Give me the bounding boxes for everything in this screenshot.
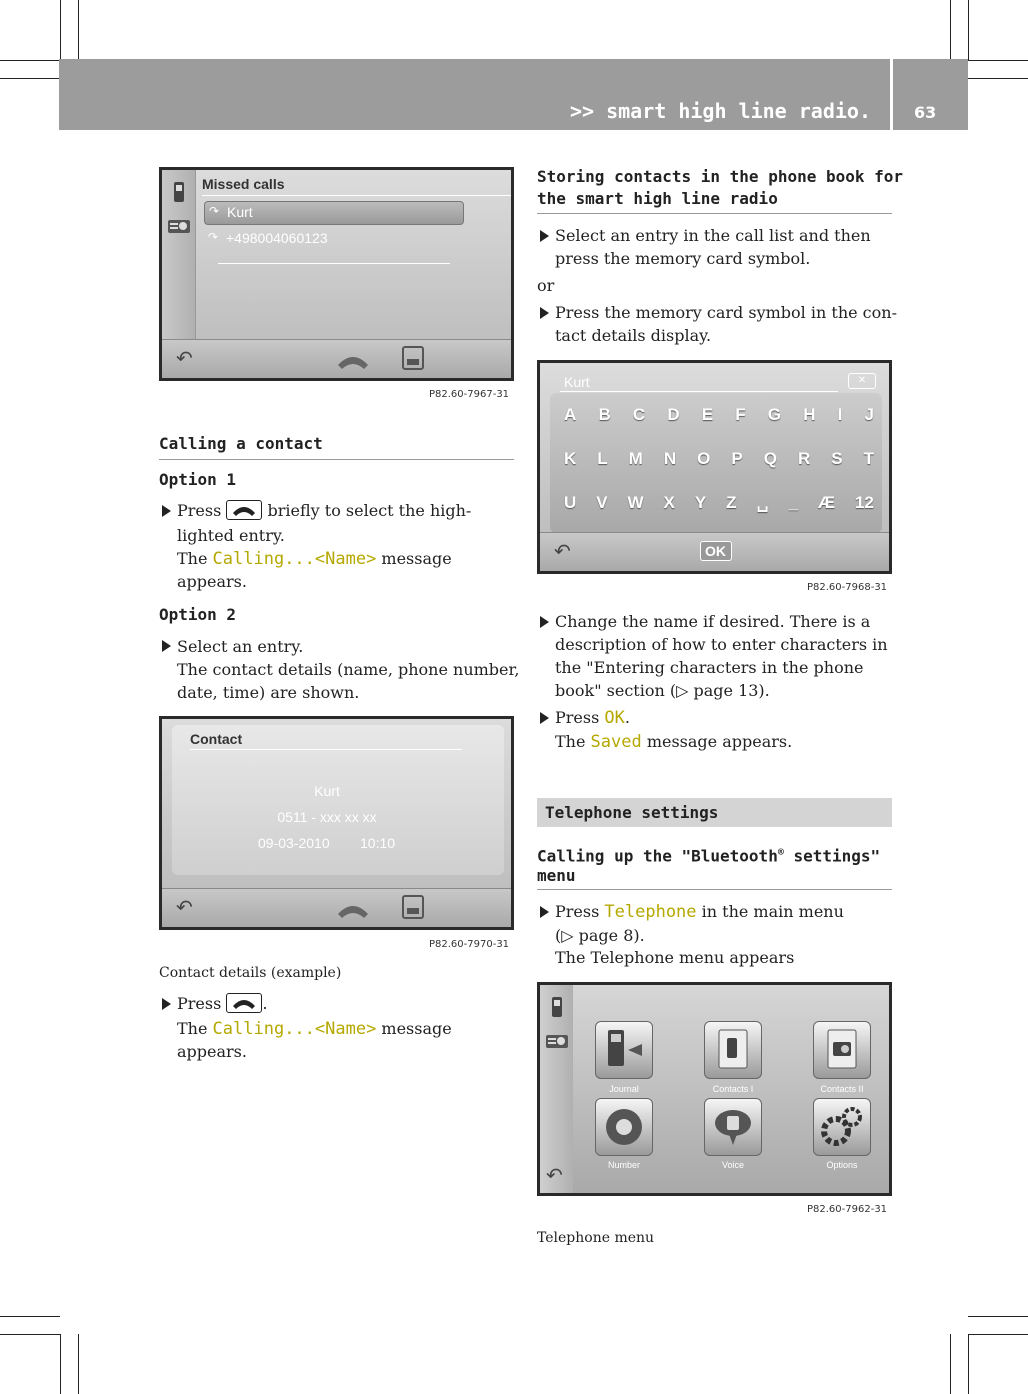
appears-text: appears. [177, 572, 247, 591]
key-numbers[interactable]: 12 [854, 493, 874, 512]
instruction-text: Select an entry in the call list and then [555, 226, 871, 245]
gear-icon [813, 1098, 871, 1156]
back-icon[interactable]: ↶ [554, 541, 571, 563]
key-b[interactable]: B [598, 405, 611, 424]
crop-mark [0, 60, 60, 61]
tile-label: Options [826, 1160, 858, 1170]
title-underline [190, 749, 462, 750]
section-heading-storing: Storing contacts in the phone book for [537, 167, 904, 186]
page-number: 63 [914, 103, 937, 122]
contacts-book-icon [704, 1021, 762, 1079]
instruction-text: Select an entry. [177, 637, 304, 656]
subheading-text: settings" [783, 846, 881, 866]
rotary-dial-icon [595, 1098, 653, 1156]
option-1-label: Option 1 [159, 470, 237, 489]
keyboard-screenshot [537, 360, 892, 574]
option-2-label: Option 2 [159, 605, 237, 624]
key-g[interactable]: G [767, 405, 782, 424]
key-x[interactable]: X [663, 493, 675, 512]
the-text: The [555, 732, 586, 751]
text-input-field[interactable] [560, 373, 838, 392]
memory-card-icon[interactable] [402, 895, 424, 919]
tile-label: Contacts II [820, 1084, 864, 1094]
crop-mark [968, 60, 1028, 61]
instruction-text: description of how to enter characters in [555, 635, 888, 654]
call-list-item[interactable] [204, 228, 462, 250]
bullet-arrow [540, 307, 549, 319]
key-j[interactable]: J [864, 405, 874, 424]
back-icon[interactable]: ↶ [546, 1165, 563, 1187]
contact-date: 09-03-2010 [258, 835, 330, 851]
image-caption: P82.60-7970-31 [429, 939, 510, 950]
crop-mark [968, 1316, 1028, 1317]
page-header [59, 59, 968, 130]
keyboard-row-2 [564, 449, 874, 469]
list-separator [218, 263, 450, 264]
key-z[interactable]: Z [726, 493, 737, 512]
screen-sidebar [162, 170, 196, 340]
key-ae[interactable]: Æ [818, 493, 836, 512]
delete-key[interactable]: ✕ [848, 373, 876, 389]
instruction-text: book" section (▷ page 13). [555, 681, 770, 700]
period-text: . [624, 708, 630, 727]
subheading-text: Calling up the "Bluetooth [537, 846, 778, 866]
crop-mark [0, 78, 60, 79]
key-f[interactable]: F [735, 405, 746, 424]
key-d[interactable]: D [667, 405, 680, 424]
figure-caption: Contact details (example) [159, 965, 342, 981]
figure-caption: Telephone menu [537, 1230, 655, 1246]
tile-label: Number [607, 1160, 640, 1170]
heading-rule [159, 459, 514, 460]
back-icon[interactable]: ↶ [176, 348, 193, 370]
journal-icon [595, 1021, 653, 1079]
key-m[interactable]: M [628, 449, 643, 468]
result-line [177, 1017, 452, 1041]
instruction-text: in the main menu [701, 902, 844, 921]
key-l[interactable]: L [597, 449, 608, 468]
calling-display-text: Calling...<Name> [212, 1019, 377, 1039]
image-caption: P82.60-7962-31 [807, 1204, 888, 1215]
header-title: >> smart high line radio. [569, 99, 871, 123]
keyboard-row-1 [564, 405, 874, 425]
key-u[interactable]: U [564, 493, 577, 512]
page-reference: (▷ page 8). [555, 926, 645, 945]
contact-time: 10:10 [360, 835, 396, 851]
title-underline [202, 195, 512, 196]
crop-mark [0, 1316, 60, 1317]
crop-mark [78, 1334, 79, 1394]
bullet-arrow [162, 505, 171, 517]
screen-bottom-bar [162, 339, 511, 378]
instruction-text: lighted entry. [177, 526, 285, 545]
bullet-arrow [162, 998, 171, 1010]
screen-title: Missed calls [202, 176, 285, 192]
section-band [537, 798, 892, 827]
instruction-text: press the memory card symbol. [555, 249, 811, 268]
instruction-line [177, 499, 471, 522]
key-a[interactable]: A [564, 405, 577, 424]
ok-display-text: OK [604, 708, 625, 728]
instruction-line [177, 992, 268, 1015]
key-k[interactable]: K [564, 449, 577, 468]
call-list-item-selected[interactable] [204, 201, 464, 225]
bullet-arrow [540, 230, 549, 242]
key-p[interactable]: P [731, 449, 743, 468]
bullet-arrow [540, 906, 549, 918]
saved-display-text: Saved [590, 732, 642, 752]
bullet-arrow [162, 640, 171, 652]
memory-card-icon[interactable] [402, 346, 424, 370]
message-text: message appears. [646, 732, 793, 751]
the-text: The [177, 1019, 208, 1038]
call-list-number: +498004060123 [226, 230, 328, 246]
contact-details-screenshot [159, 716, 514, 930]
key-i[interactable]: I [837, 405, 843, 424]
phone-icon[interactable] [336, 898, 370, 920]
press-text: Press [555, 708, 600, 727]
instruction-text: tact details display. [555, 326, 712, 345]
screen-title: Contact [190, 731, 243, 747]
crop-mark [950, 1334, 951, 1394]
result-text: The Telephone menu appears [555, 948, 795, 967]
key-n[interactable]: N [663, 449, 677, 468]
key-q[interactable]: Q [763, 449, 777, 468]
message-text: message [381, 549, 452, 568]
radio-icon [545, 1031, 569, 1049]
key-v[interactable]: V [596, 493, 608, 512]
ok-button[interactable] [700, 541, 732, 561]
the-text: The [177, 549, 208, 568]
phone-key-icon [226, 993, 262, 1013]
crop-mark [0, 1334, 60, 1335]
key-underscore[interactable]: _ [788, 493, 799, 512]
message-text: message [381, 1019, 452, 1038]
phone-handset-icon [171, 180, 187, 206]
input-value: Kurt [564, 374, 590, 390]
contact-number: 0511 - xxx xx xx [277, 809, 377, 825]
crop-mark [968, 78, 1028, 79]
crop-mark [968, 1334, 1028, 1335]
screen-sidebar [540, 985, 573, 1193]
press-text: Press [177, 994, 222, 1013]
heading-rule [537, 889, 892, 890]
subheading [537, 842, 880, 867]
contact-panel [172, 725, 504, 875]
bullet-arrow [540, 712, 549, 724]
voice-bubble-icon [704, 1098, 762, 1156]
key-space[interactable]: ␣ [756, 493, 769, 512]
key-r[interactable]: R [797, 449, 811, 468]
keyboard-grid [550, 393, 882, 533]
crop-mark [60, 1334, 61, 1394]
ok-label: OK [705, 543, 726, 559]
instruction-text: Press the memory card symbol in the con- [555, 303, 897, 322]
telephone-menu-screenshot [537, 982, 892, 1196]
screen-bottom-bar [162, 888, 511, 927]
instruction-text: Change the name if desired. There is a [555, 612, 871, 631]
phone-key-icon [226, 500, 262, 520]
key-t[interactable]: T [863, 449, 874, 468]
section-title: Telephone settings [545, 803, 719, 822]
keyboard-row-3 [564, 493, 874, 513]
crop-mark [78, 0, 79, 60]
crop-mark [968, 1334, 969, 1394]
registered-mark: ® [777, 847, 784, 858]
contacts-radio-icon [813, 1021, 871, 1079]
result-line [555, 730, 792, 754]
radio-icon [167, 216, 191, 234]
instruction-text: briefly to select the high- [267, 501, 472, 520]
instruction-line [555, 900, 844, 924]
result-text: The contact details (name, phone number, [177, 660, 520, 679]
instruction-text: the "Entering characters in the phone [555, 658, 864, 677]
press-text: Press [177, 501, 222, 520]
image-caption: P82.60-7967-31 [429, 389, 510, 400]
result-text: date, time) are shown. [177, 683, 360, 702]
phone-handset-icon [549, 995, 565, 1021]
phone-icon[interactable] [336, 349, 370, 371]
heading-rule [537, 213, 892, 214]
section-heading-storing-2: the smart high line radio [537, 189, 778, 208]
tile-label: Voice [721, 1160, 745, 1170]
bullet-arrow [540, 616, 549, 628]
or-text: or [537, 276, 555, 295]
missed-call-icon: ↷ [208, 230, 219, 244]
press-text: Press [555, 902, 600, 921]
image-caption: P82.60-7968-31 [807, 582, 888, 593]
tile-label: Journal [609, 1084, 639, 1094]
key-o[interactable]: O [697, 449, 711, 468]
key-e[interactable]: E [701, 405, 714, 424]
period-text: . [262, 994, 268, 1013]
subheading-text: menu [537, 866, 576, 885]
telephone-display-text: Telephone [604, 902, 697, 922]
header-divider [890, 59, 893, 130]
appears-text: appears. [177, 1042, 247, 1061]
crop-mark [968, 0, 969, 60]
crop-mark [60, 0, 61, 60]
missed-calls-screenshot [159, 167, 514, 381]
instruction-line [555, 706, 630, 730]
key-c[interactable]: C [632, 405, 646, 424]
missed-call-icon: ↷ [209, 204, 220, 218]
key-w[interactable]: W [627, 493, 644, 512]
section-heading-calling: Calling a contact [159, 434, 323, 453]
crop-mark [950, 0, 951, 60]
calling-display-text: Calling...<Name> [212, 549, 377, 569]
contact-name: Kurt [314, 783, 340, 799]
key-y[interactable]: Y [694, 493, 707, 512]
tile-label: Contacts I [712, 1084, 754, 1094]
back-icon[interactable]: ↶ [176, 897, 193, 919]
call-list-name: Kurt [227, 204, 253, 220]
result-line [177, 547, 452, 571]
key-h[interactable]: H [803, 405, 816, 424]
screen-bottom-bar [540, 532, 889, 571]
key-s[interactable]: S [831, 449, 843, 468]
